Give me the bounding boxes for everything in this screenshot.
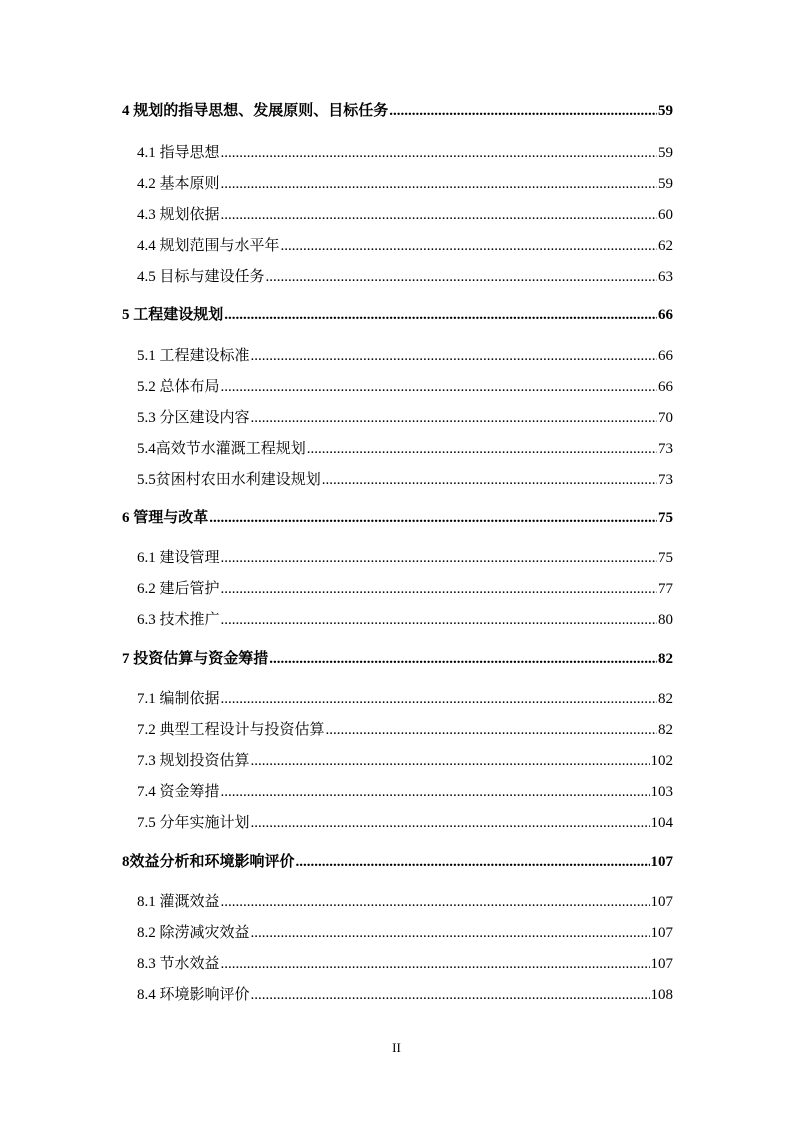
toc-dot-leader	[221, 579, 657, 599]
toc-page-number: 82	[658, 722, 673, 738]
toc-entry-section-8-3[interactable]	[137, 954, 673, 974]
toc-page-number: 63	[658, 269, 673, 285]
toc-dot-leader	[221, 377, 657, 397]
toc-dot-leader	[221, 174, 657, 194]
toc-page-number: 82	[658, 651, 673, 667]
toc-entry-chapter-7[interactable]	[122, 649, 673, 669]
toc-entry-section-5-1[interactable]	[137, 346, 673, 366]
toc-entry-title: 5.3 分区建设内容	[137, 410, 250, 426]
toc-dot-leader	[281, 236, 657, 256]
toc-entry-section-5-2[interactable]	[137, 377, 673, 397]
toc-dot-leader	[221, 610, 657, 630]
toc-entry-title: 4 规划的指导思想、发展原则、目标任务	[122, 103, 389, 119]
toc-dot-leader	[251, 813, 650, 833]
toc-dot-leader	[221, 689, 657, 709]
toc-page-number: 82	[658, 691, 673, 707]
toc-entry-title: 5.5贫困村农田水利建设规划	[137, 472, 321, 488]
toc-page-number: 107	[650, 854, 673, 870]
toc-page-number: 107	[650, 956, 673, 972]
toc-dot-leader	[266, 267, 657, 287]
toc-dot-leader	[224, 305, 657, 325]
toc-entry-section-7-5[interactable]	[137, 813, 673, 833]
toc-dot-leader	[251, 985, 650, 1005]
toc-entry-section-4-5[interactable]	[137, 267, 673, 287]
toc-page-number: 66	[658, 348, 673, 364]
toc-page-number: 80	[658, 612, 673, 628]
toc-entry-title: 6.3 技术推广	[137, 612, 220, 628]
toc-entry-title: 5 工程建设规划	[122, 307, 224, 323]
toc-entry-title: 6 管理与改革	[122, 510, 209, 526]
toc-entry-title: 8.4 环境影响评价	[137, 987, 250, 1003]
toc-entry-title: 8.1 灌溉效益	[137, 894, 220, 910]
toc-dot-leader	[221, 548, 657, 568]
toc-entry-section-5-3[interactable]	[137, 408, 673, 428]
toc-dot-leader	[251, 408, 657, 428]
toc-page-number: 75	[658, 550, 673, 566]
toc-entry-section-8-2[interactable]	[137, 923, 673, 943]
toc-entry-title: 4.3 规划依据	[137, 207, 220, 223]
toc-entry-title: 7.5 分年实施计划	[137, 815, 250, 831]
toc-dot-leader	[221, 954, 650, 974]
toc-dot-leader	[326, 720, 657, 740]
toc-entry-title: 4.5 目标与建设任务	[137, 269, 265, 285]
toc-dot-leader	[221, 143, 657, 163]
toc-entry-section-5-4[interactable]	[137, 439, 673, 459]
toc-entry-title: 5.2 总体布局	[137, 379, 220, 395]
toc-entry-section-7-1[interactable]	[137, 689, 673, 709]
toc-entry-title: 5.1 工程建设标准	[137, 348, 250, 364]
toc-page-number: 59	[658, 103, 673, 119]
toc-page-number: 59	[658, 145, 673, 161]
toc-dot-leader	[221, 205, 657, 225]
toc-entry-chapter-4[interactable]	[122, 101, 673, 121]
toc-entry-chapter-6[interactable]	[122, 508, 673, 528]
toc-entry-chapter-5[interactable]	[122, 305, 673, 325]
toc-dot-leader	[251, 923, 650, 943]
toc-entry-title: 4.2 基本原则	[137, 176, 220, 192]
toc-dot-leader	[221, 892, 650, 912]
toc-page-number: 104	[650, 815, 673, 831]
toc-entry-title: 7.1 编制依据	[137, 691, 220, 707]
toc-entry-section-8-4[interactable]	[137, 985, 673, 1005]
toc-page-number: 108	[650, 987, 673, 1003]
toc-entry-title: 8.2 除涝减灾效益	[137, 925, 250, 941]
toc-page-number: 73	[658, 472, 673, 488]
toc-page-number: 102	[650, 753, 673, 769]
toc-entry-title: 4.4 规划范围与水平年	[137, 238, 280, 254]
toc-page-number: 66	[658, 379, 673, 395]
toc-dot-leader	[322, 470, 657, 490]
toc-entry-title: 5.4高效节水灌溉工程规划	[137, 441, 306, 457]
toc-entry-section-4-1[interactable]	[137, 143, 673, 163]
toc-entry-section-4-2[interactable]	[137, 174, 673, 194]
toc-page-number: 62	[658, 238, 673, 254]
toc-dot-leader	[221, 782, 650, 802]
toc-entry-section-7-3[interactable]	[137, 751, 673, 771]
toc-dot-leader	[269, 649, 657, 669]
toc-page-number: 107	[650, 925, 673, 941]
toc-entry-title: 6.2 建后管护	[137, 581, 220, 597]
toc-entry-section-4-4[interactable]	[137, 236, 673, 256]
toc-entry-section-6-3[interactable]	[137, 610, 673, 630]
page-number-footer: II	[392, 1040, 401, 1055]
toc-dot-leader	[307, 439, 657, 459]
toc-page-number: 103	[650, 784, 673, 800]
toc-entry-title: 7.2 典型工程设计与投资估算	[137, 722, 325, 738]
toc-page-number: 75	[658, 510, 673, 526]
toc-entry-title: 7 投资估算与资金筹措	[122, 651, 269, 667]
toc-page-number: 59	[658, 176, 673, 192]
toc-entry-title: 8.3 节水效益	[137, 956, 220, 972]
toc-dot-leader	[296, 852, 650, 872]
toc-entry-section-5-5[interactable]	[137, 470, 673, 490]
toc-page-number: 107	[650, 894, 673, 910]
toc-entry-title: 6.1 建设管理	[137, 550, 220, 566]
toc-entry-section-6-2[interactable]	[137, 579, 673, 599]
toc-page-number: 66	[658, 307, 673, 323]
toc-entry-section-4-3[interactable]	[137, 205, 673, 225]
toc-page-number: 60	[658, 207, 673, 223]
toc-entry-title: 7.3 规划投资估算	[137, 753, 250, 769]
toc-entry-chapter-8[interactable]	[122, 852, 673, 872]
toc-entry-section-7-4[interactable]	[137, 782, 673, 802]
toc-entry-title: 4.1 指导思想	[137, 145, 220, 161]
toc-page-number: 73	[658, 441, 673, 457]
toc-entry-section-7-2[interactable]	[137, 720, 673, 740]
toc-dot-leader	[389, 101, 657, 121]
toc-page-number: 77	[658, 581, 673, 597]
toc-entry-section-8-1[interactable]	[137, 892, 673, 912]
toc-entry-section-6-1[interactable]	[137, 548, 673, 568]
toc-entry-title: 7.4 资金筹措	[137, 784, 220, 800]
toc-page-number: 70	[658, 410, 673, 426]
toc-dot-leader	[209, 508, 657, 528]
toc-dot-leader	[251, 751, 650, 771]
toc-entry-title: 8效益分析和环境影响评价	[122, 854, 295, 870]
toc-dot-leader	[251, 346, 657, 366]
